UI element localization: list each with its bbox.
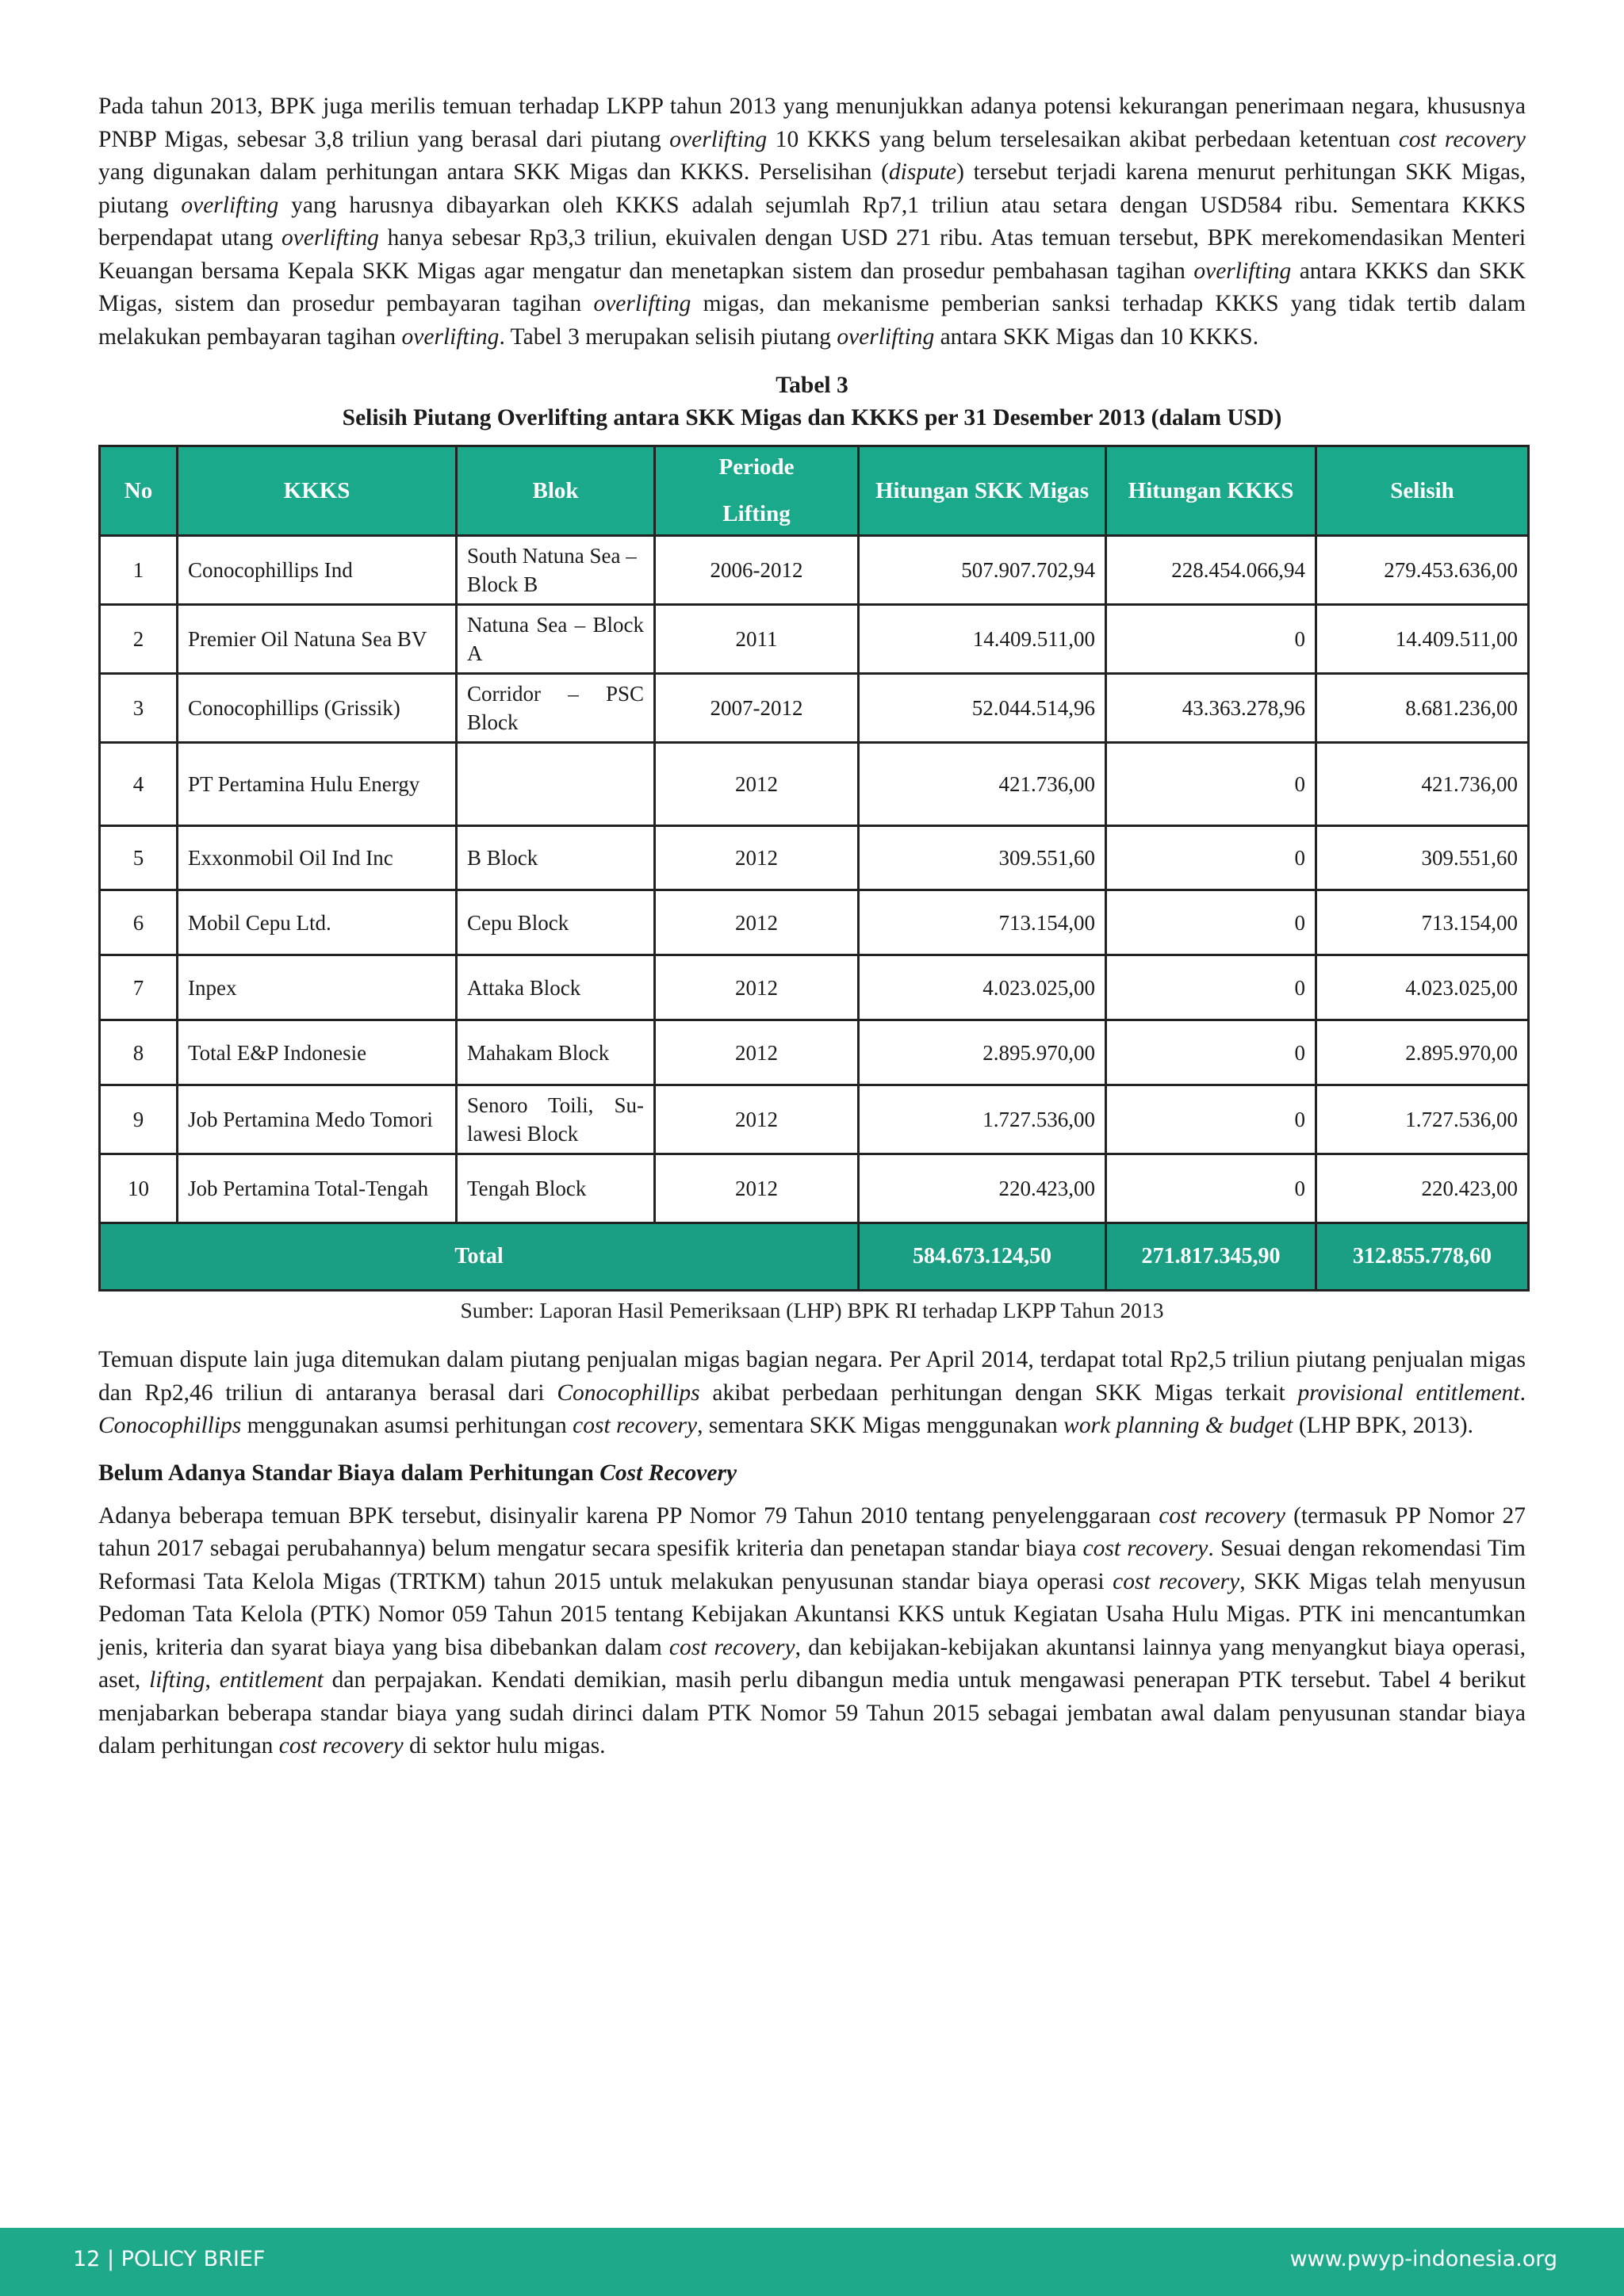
cell-skk: 220.423,00 bbox=[859, 1154, 1106, 1223]
cell-selisih: 713.154,00 bbox=[1316, 890, 1529, 955]
header-no: No bbox=[100, 446, 178, 536]
header-hitungan-kkks: Hitungan KKKS bbox=[1106, 446, 1316, 536]
cell-periode: 2012 bbox=[655, 1020, 859, 1085]
table-row bbox=[100, 605, 1529, 674]
cell-skk: 309.551,60 bbox=[859, 826, 1106, 890]
cell-skk: 421.736,00 bbox=[859, 743, 1106, 826]
cell-selisih: 4.023.025,00 bbox=[1316, 955, 1529, 1020]
cell-kkks: Inpex bbox=[178, 955, 457, 1020]
cell-periode: 2012 bbox=[655, 743, 859, 826]
cell-skk: 507.907.702,94 bbox=[859, 536, 1106, 605]
cell-kkks-value: 0 bbox=[1106, 743, 1316, 826]
cell-blok: B Block bbox=[457, 826, 655, 890]
cell-no: 10 bbox=[100, 1154, 178, 1223]
table-row bbox=[100, 674, 1529, 743]
cell-blok: Tengah Block bbox=[457, 1154, 655, 1223]
header-hitungan-skk: Hitungan SKK Migas bbox=[859, 446, 1106, 536]
cell-periode: 2006-2012 bbox=[655, 536, 859, 605]
cell-blok: Senoro Toili, Sulawesi Block bbox=[457, 1085, 655, 1154]
cell-no: 7 bbox=[100, 955, 178, 1020]
cell-selisih: 421.736,00 bbox=[1316, 743, 1529, 826]
cell-selisih: 1.727.536,00 bbox=[1316, 1085, 1529, 1154]
total-kkks: 271.817.345,90 bbox=[1106, 1223, 1316, 1291]
cell-selisih: 279.453.636,00 bbox=[1316, 536, 1529, 605]
cell-selisih: 220.423,00 bbox=[1316, 1154, 1529, 1223]
total-selisih: 312.855.778,60 bbox=[1316, 1223, 1529, 1291]
cell-skk: 2.895.970,00 bbox=[859, 1020, 1106, 1085]
cell-kkks-value: 0 bbox=[1106, 890, 1316, 955]
table-source: Sumber: Laporan Hasil Pemeriksaan (LHP) BPK RI terhadap LKPP Tahun 2013 bbox=[460, 1298, 1164, 1322]
cell-no: 4 bbox=[100, 743, 178, 826]
cell-periode: 2012 bbox=[655, 1154, 859, 1223]
cell-skk: 713.154,00 bbox=[859, 890, 1106, 955]
cell-kkks: Conocophillips (Grissik) bbox=[178, 674, 457, 743]
cell-kkks: PT Pertamina Hulu Energy bbox=[178, 743, 457, 826]
cell-no: 5 bbox=[100, 826, 178, 890]
table-caption bbox=[98, 369, 1526, 434]
table-row bbox=[100, 536, 1529, 605]
cell-kkks-value: 0 bbox=[1106, 1154, 1316, 1223]
cell-periode: 2012 bbox=[655, 826, 859, 890]
cell-selisih: 2.895.970,00 bbox=[1316, 1020, 1529, 1085]
cell-periode: 2012 bbox=[655, 890, 859, 955]
section-heading: Belum Adanya Standar Biaya dalam Perhitungan Cost Recovery bbox=[98, 1460, 737, 1486]
cell-skk: 52.044.514,96 bbox=[859, 674, 1106, 743]
table-title: Selisih Piutang Overlifting antara SKK Migas dan KKKS per 31 Desember 2013 (dalam USD) bbox=[342, 405, 1282, 430]
table-row bbox=[100, 1154, 1529, 1223]
footer-bar bbox=[0, 2228, 1624, 2296]
cell-blok: Natuna Sea – Block A bbox=[457, 605, 655, 674]
dispute-paragraph: Temuan dispute lain juga ditemukan dalam piutang penjualan migas bagian negara. Per April 2014, terdapat total Rp2,5 triliun piutang penjualan migas dan Rp2,46 triliun di antaranya berasal dari Conocophillips akibat perbedaan perhitungan dengan SKK Migas terkait provisional entitlement. Conocophillips menggunakan asumsi perhitungan cost recovery, sementara SKK Migas menggunakan work planning & budget (LHP BPK, 2013). bbox=[98, 1347, 1526, 1438]
cell-selisih: 14.409.511,00 bbox=[1316, 605, 1529, 674]
cell-blok: Mahakam Block bbox=[457, 1020, 655, 1085]
cell-blok: Cepu Block bbox=[457, 890, 655, 955]
table-row bbox=[100, 826, 1529, 890]
table-row bbox=[100, 743, 1529, 826]
cell-kkks-value: 0 bbox=[1106, 955, 1316, 1020]
cell-kkks-value: 0 bbox=[1106, 1085, 1316, 1154]
cell-blok: Corridor – PSC Block bbox=[457, 674, 655, 743]
cell-no: 9 bbox=[100, 1085, 178, 1154]
cell-skk: 4.023.025,00 bbox=[859, 955, 1106, 1020]
cell-kkks-value: 228.454.066,94 bbox=[1106, 536, 1316, 605]
footer-url[interactable]: www.pwyp-indonesia.org bbox=[1289, 2247, 1557, 2271]
table-row bbox=[100, 890, 1529, 955]
cell-no: 1 bbox=[100, 536, 178, 605]
footer-page-label: 12 | POLICY BRIEF bbox=[73, 2247, 266, 2271]
cell-kkks: Conocophillips Ind bbox=[178, 536, 457, 605]
cell-kkks-value: 0 bbox=[1106, 605, 1316, 674]
table-total-row bbox=[100, 1223, 1529, 1291]
cell-kkks-value: 43.363.278,96 bbox=[1106, 674, 1316, 743]
header-selisih: Selisih bbox=[1316, 446, 1529, 536]
cell-no: 8 bbox=[100, 1020, 178, 1085]
total-label: Total bbox=[100, 1223, 859, 1291]
page-content bbox=[98, 90, 1526, 1763]
table-number: Tabel 3 bbox=[776, 373, 848, 398]
header-blok: Blok bbox=[457, 446, 655, 536]
cell-kkks: Mobil Cepu Ltd. bbox=[178, 890, 457, 955]
cell-periode: 2011 bbox=[655, 605, 859, 674]
intro-paragraph: Pada tahun 2013, BPK juga merilis temuan terhadap LKPP tahun 2013 yang menunjukkan adanya potensi kekurangan penerimaan negara, khususnya PNBP Migas, sebesar 3,8 triliun yang berasal dari piutang overlifting 10 KKKS yang belum terselesaikan akibat perbedaan ketentuan cost recovery yang digunakan dalam perhitungan antara SKK Migas dan KKKS. Perselisihan (dispute) tersebut terjadi karena menurut perhitungan SKK Migas, piutang overlifting yang harusnya dibayarkan oleh KKKS adalah sejumlah Rp7,1 triliun atau setara dengan USD584 ribu. Sementara KKKS berpendapat utang overlifting hanya sebesar Rp3,3 triliun, ekuivalen dengan USD 271 ribu. Atas temuan tersebut, BPK merekomendasikan Menteri Keuangan bersama Kepala SKK Migas agar mengatur dan menetapkan sistem dan prosedur pembahasan tagihan overlifting antara KKKS dan SKK Migas, sistem dan prosedur pembayaran tagihan overlifting migas, dan mekanisme pemberian sanksi terhadap KKKS yang tidak tertib dalam melakukan pembayaran tagihan overlifting. Tabel 3 merupakan selisih piutang overlifting antara SKK Migas dan 10 KKKS. bbox=[98, 94, 1526, 350]
cell-periode: 2007-2012 bbox=[655, 674, 859, 743]
cell-selisih: 309.551,60 bbox=[1316, 826, 1529, 890]
cell-selisih: 8.681.236,00 bbox=[1316, 674, 1529, 743]
overlifting-table bbox=[98, 445, 1530, 1292]
cell-kkks-value: 0 bbox=[1106, 826, 1316, 890]
cell-no: 2 bbox=[100, 605, 178, 674]
cell-periode: 2012 bbox=[655, 955, 859, 1020]
cell-kkks: Exxonmobil Oil Ind Inc bbox=[178, 826, 457, 890]
cell-blok bbox=[457, 743, 655, 826]
cell-no: 6 bbox=[100, 890, 178, 955]
standard-cost-paragraph: Adanya beberapa temuan BPK tersebut, disinyalir karena PP Nomor 79 Tahun 2010 tentang penyelenggaraan cost recovery (termasuk PP Nomor 27 tahun 2017 sebagai perubahannya) belum mengatur secara spesifik kriteria dan penetapan standar biaya cost recovery. Sesuai dengan rekomendasi Tim Reformasi Tata Kelola Migas (TRTKM) tahun 2015 untuk melakukan penyusunan standar biaya operasi cost recovery, SKK Migas telah menyusun Pedoman Tata Kelola (PTK) Nomor 059 Tahun 2015 tentang Kebijakan Akuntansi KKS untuk Kegiatan Usaha Hulu Migas. PTK ini mencantumkan jenis, kriteria dan syarat biaya yang bisa dibebankan dalam cost recovery, dan kebijakan-kebijakan akuntansi lainnya yang menyangkut biaya operasi, aset, lifting, entitlement dan perpajakan. Kendati demikian, masih perlu dibangun media untuk mengawasi penerapan PTK tersebut. Tabel 4 berikut menjabarkan beberapa standar biaya yang sudah dirinci dalam PTK Nomor 59 Tahun 2015 sebagai jembatan awal dalam penyusunan standar biaya dalam perhitungan cost recovery di sektor hulu migas. bbox=[98, 1502, 1526, 1758]
header-kkks: KKKS bbox=[178, 446, 457, 536]
cell-kkks: Job Pertamina Total-Tengah bbox=[178, 1154, 457, 1223]
cell-kkks: Total E&P Indonesie bbox=[178, 1020, 457, 1085]
cell-skk: 1.727.536,00 bbox=[859, 1085, 1106, 1154]
table-header-row bbox=[100, 446, 1529, 536]
cell-periode: 2012 bbox=[655, 1085, 859, 1154]
total-skk: 584.673.124,50 bbox=[859, 1223, 1106, 1291]
table-row bbox=[100, 1020, 1529, 1085]
header-periode: Periode Lifting bbox=[655, 446, 859, 536]
table-row bbox=[100, 1085, 1529, 1154]
table-row bbox=[100, 955, 1529, 1020]
cell-kkks: Premier Oil Natuna Sea BV bbox=[178, 605, 457, 674]
cell-skk: 14.409.511,00 bbox=[859, 605, 1106, 674]
cell-kkks-value: 0 bbox=[1106, 1020, 1316, 1085]
cell-kkks: Job Pertamina Medo Tomori bbox=[178, 1085, 457, 1154]
cell-blok: South Natuna Sea – Block B bbox=[457, 536, 655, 605]
cell-no: 3 bbox=[100, 674, 178, 743]
cell-blok: Attaka Block bbox=[457, 955, 655, 1020]
